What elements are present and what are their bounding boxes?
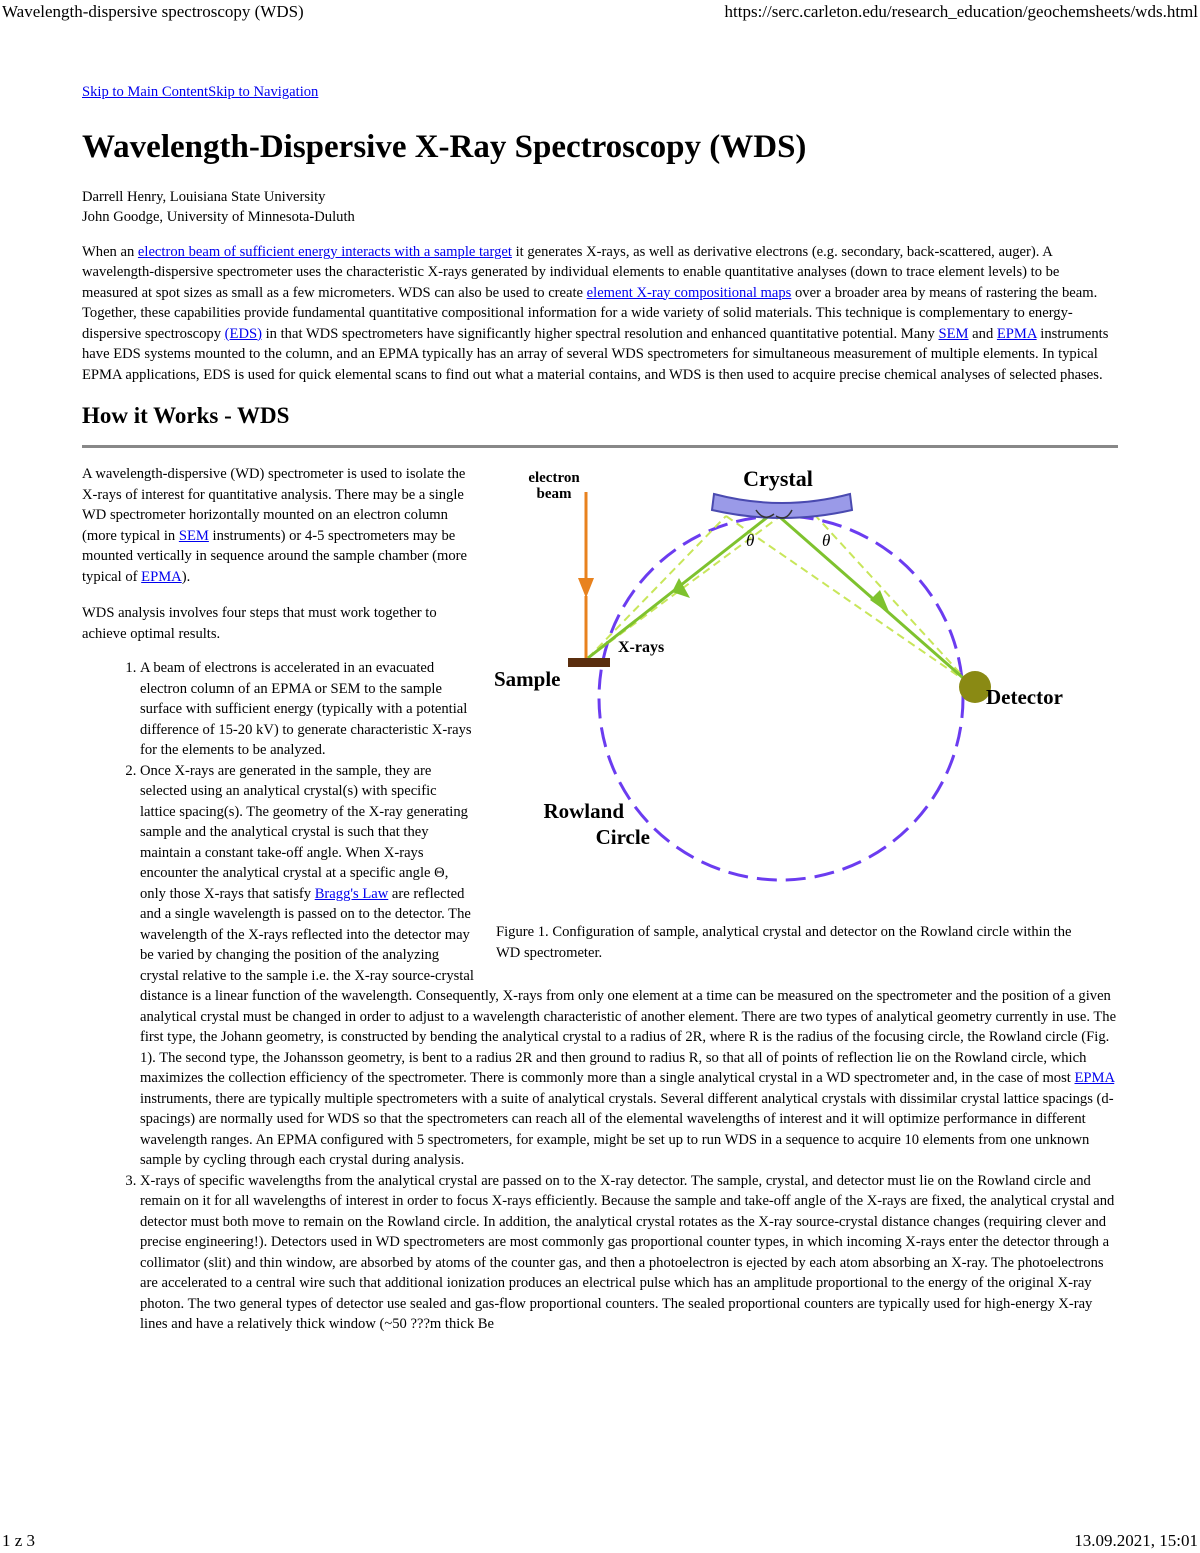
section-divider [82,445,1118,448]
print-datetime: 13.09.2021, 15:01 [1074,1531,1198,1550]
label-theta-left: θ [746,531,755,550]
intro-text: When an [82,243,138,260]
skip-to-navigation-link[interactable]: Skip to Navigation [208,84,319,100]
intro-text: in that WDS spectrometers have significantly higher spectral resolution and enhanced quantitative potential. Many [261,325,939,342]
intro-text: it generates X-rays, as well as derivative electrons (e.g. secondary, back-scattered, auger). A wavelength-dispersive spectrometer uses the characteristic X-rays generated by individual elements to enable quantitative analyses (down to trace element levels) to be measured at spot sizes as small as a few micrometers. WDS can also be used to create [82,243,1060,301]
label-electron: electron [528,470,580,486]
epma-link-2[interactable]: EPMA [141,568,182,585]
page-number: 1 z 3 [2,1531,36,1550]
step-1: 1. A beam of electrons is accelerated in an evacuated electron column of an EPMA or SEM to the sample surface with sufficient energy (typically with a potential difference of 15-20 kV) to generate characteristic X-rays for the elements to be analyzed. [140,658,1118,761]
step-2-text: Once X-rays are generated in the sample, they are selected using an analytical crystal(s) with specific lattice spacing(s). The geometry of the X-ray generating sample and the analytical crystal is such that they maintain a constant take-off angle. When X-rays encounter the analytical crystal at a specific angle Θ, only those X-rays that satisfy [140,762,468,902]
skip-links [82,82,1118,103]
figure-caption: Figure 1. Configuration of sample, analytical crystal and detector on the Rowland circle within the WD spectrometer. [496,924,1072,961]
label-theta-right: θ [822,531,831,550]
label-crystal: Crystal [743,466,813,491]
section-heading: How it Works - WDS [82,403,290,428]
xray-maps-link[interactable]: element X-ray compositional maps [586,284,792,301]
sem-link-2[interactable]: SEM [178,527,209,544]
rowland-circle-diagram [494,464,1118,916]
paragraph-text: ). [181,568,191,585]
label-beam: beam [536,486,572,502]
paragraph-text: instruments) or 4-5 spectrometers may be mounted vertically in sequence around the sample chamber (more typical of [82,527,467,585]
divergent-xrays [588,512,970,684]
authors [82,187,1118,228]
electron-beam-link[interactable]: electron beam of sufficient energy interacts with a sample target [137,243,512,260]
epma-link-3[interactable]: EPMA [1074,1070,1115,1086]
paragraph-text: A wavelength-dispersive (WD) spectrometer is used to isolate the X-rays of interest for quantitative analysis. There may be a single WD spectrometer horizontally mounted on an electron column (more typical in [82,466,466,544]
intro-text: over a broader area by means of rastering the beam. Together, these capabilities provide fundamental quantitative compositional information for a wide variety of solid materials. This technique is complementary to energy-dispersive spectroscopy [82,284,1098,342]
eds-link[interactable]: (EDS) [224,325,262,342]
analytical-crystal [712,494,852,518]
epma-link[interactable]: EPMA [996,325,1037,342]
step-2-text: are reflected and a single wavelength is passed on to the detector. The wavelength of the X-rays reflected into the detector may be varied by changing the position of the analyzing crystal relative to the sample i.e. the X-ray source-crystal distance is a linear function of the wavelength. Consequently, X-rays from only one element at a time can be measured on the spectrometer and the position of a given analytical crystal must be changed in order to adjust to a wavelength characteristic of another element. There are two types of analytical geometry currently in use. The first type, the Johann geometry, is constructed by bending the analytical crystal to a radius of 2R, where R is the radius of the focusing circle, the Rowland circle (Fig. 1). The second type, the Johansson geometry, is bent to a radius 2R and then ground to radius R, so that all of points of reflection lie on the Rowland circle, which maximizes the collection efficiency of the spectrometer. There is commonly more than a single analytical crystal in a WD spectrometer and, in the case of most [140,885,1117,1086]
electron-beam-arrow [578,578,594,598]
how-it-works-paragraph [82,464,474,587]
sem-link[interactable]: SEM [938,325,969,342]
braggs-law-link[interactable]: Bragg's Law [314,885,389,902]
author-goodge: John Goodge, University of Minnesota-Duluth [82,209,355,225]
steps-intro-paragraph: WDS analysis involves four steps that must work together to achieve optimal results. [82,605,437,642]
page-title: Wavelength-Dispersive X-Ray Spectroscopy (WDS) [82,128,807,165]
rowland-circle [599,516,963,880]
label-detector: Detector [986,685,1063,709]
intro-text: instruments have EDS systems mounted to the column, and an EPMA typically has an array of several WDS spectrometers for simultaneous measurement of multiple elements. In typical EPMA applications, EDS is used for quick elemental scans to find out what a material contains, and WDS is then used to acquire precise chemical analyses of selected phases. [82,325,1109,383]
label-rowland: Rowland [543,799,624,823]
browser-page-url: https://serc.carleton.edu/research_education/geochemsheets/wds.html [724,2,1198,21]
label-circle: Circle [595,825,650,849]
browser-page-title: Wavelength-dispersive spectroscopy (WDS) [2,2,304,21]
step-2-text: instruments, there are typically multiple spectrometers with a suite of analytical crystals. Several different analytical crystals with dissimilar crystal lattice spacings (d-spacings) are normally used for WDS so that the spectrometers can reach all of the elemental wavelengths of interest and it will optimize performance in different wavelength ranges. An EPMA configured with 5 spectrometers, for example, might be set up to run WDS in a sequence to acquire 10 elements from one unknown sample by cycling through each crystal during analysis. [140,1090,1114,1168]
author-henry: Darrell Henry, Louisiana State University [82,188,326,205]
step-3: 3. X-rays of specific wavelengths from the analytical crystal are passed on to the X-ray detector. The sample, crystal, and detector must lie on the Rowland circle and remain on it for all wavelengths of interest in order to focus X-rays efficiently. Because the sample and take-off angle of the X-rays are fixed, the analytical crystal and detector must both move to remain on the Rowland circle. In addition, the analytical crystal rotates as the X-ray source-crystal distance changes (requiring clever and precise engineering!). Detectors used in WD spectrometers are most commonly gas proportional counter types, in which incoming X-rays enter the detector through a collimator (slit) and thin window, are absorbed by atoms of the counter gas, and then a photoelectron is ejected by each atom absorbing an X-ray. The photoelectrons are accelerated to a central wire such that additional ionization produces an electrical pulse which has an amplitude proportional to the energy of the original X-ray photon. The two general types of detector use sealed and gas-flow proportional counters. The sealed proportional counters are typically used for high-energy X-ray lines and have a relatively thick window (~50 ???m thick Be [140,1171,1118,1335]
figure-1 [494,464,1118,963]
label-sample: Sample [494,667,561,691]
intro-paragraph [82,242,1118,386]
sample-target [568,658,610,667]
label-xrays: X-rays [618,639,665,656]
main-content [82,82,1118,1335]
skip-to-main-link[interactable]: Skip to Main Content [82,84,209,100]
intro-text: and [968,325,997,342]
